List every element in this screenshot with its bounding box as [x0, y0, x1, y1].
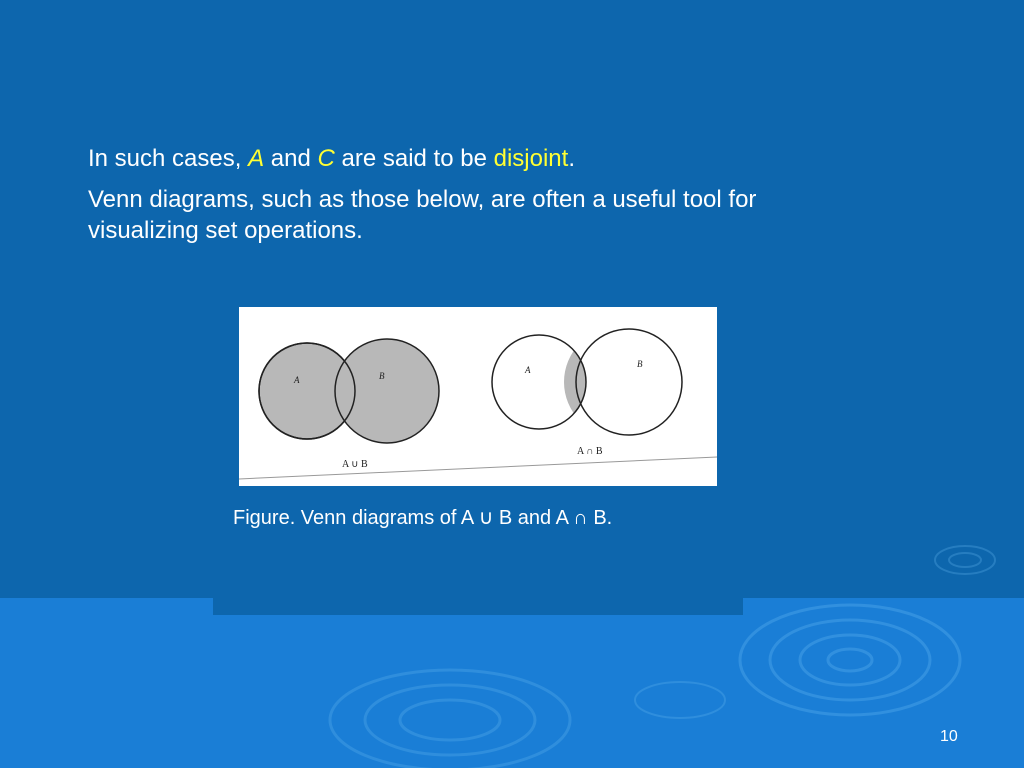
intersection-label-b: B [637, 359, 643, 369]
ripple-group-bottom [330, 670, 570, 768]
union-circle-b [335, 339, 439, 443]
union-diagram [259, 339, 439, 470]
venn-diagrams [239, 307, 717, 486]
slide-body [88, 143, 808, 247]
intersection-circle-b [576, 329, 682, 435]
term-disjoint: disjoint [493, 145, 569, 172]
dark-panel-notch [213, 560, 743, 615]
slide-number: 10 [940, 728, 958, 745]
set-a-label: A [248, 145, 265, 172]
ripple-group-right [740, 605, 960, 715]
dark-panel-right [743, 560, 903, 590]
intersection-label-a: A [525, 365, 531, 375]
union-label-b: B [379, 371, 385, 381]
text-prefix: In such cases, [88, 145, 249, 172]
text-suffix: . [568, 145, 575, 172]
dark-panel-left [0, 560, 213, 598]
page-edge-line [239, 457, 717, 479]
intersection-operation-label: A ∩ B [577, 446, 603, 457]
figure-caption: Figure. Venn diagrams of A ∪ B and A ∩ B. [233, 507, 613, 529]
disjoint-sentence [88, 143, 808, 174]
venn-figure [239, 307, 717, 486]
union-operation-label: A ∪ B [342, 459, 368, 470]
text-and: and [264, 145, 318, 172]
text-middle: are said to be [334, 145, 494, 172]
venn-intro-paragraph: Venn diagrams, such as those below, are often a useful tool for visualizing set operations. [88, 186, 757, 245]
union-label-a: A [294, 375, 300, 385]
set-c-label: C [317, 145, 335, 172]
intersection-shaded-region [564, 327, 674, 437]
intersection-diagram [492, 327, 682, 457]
